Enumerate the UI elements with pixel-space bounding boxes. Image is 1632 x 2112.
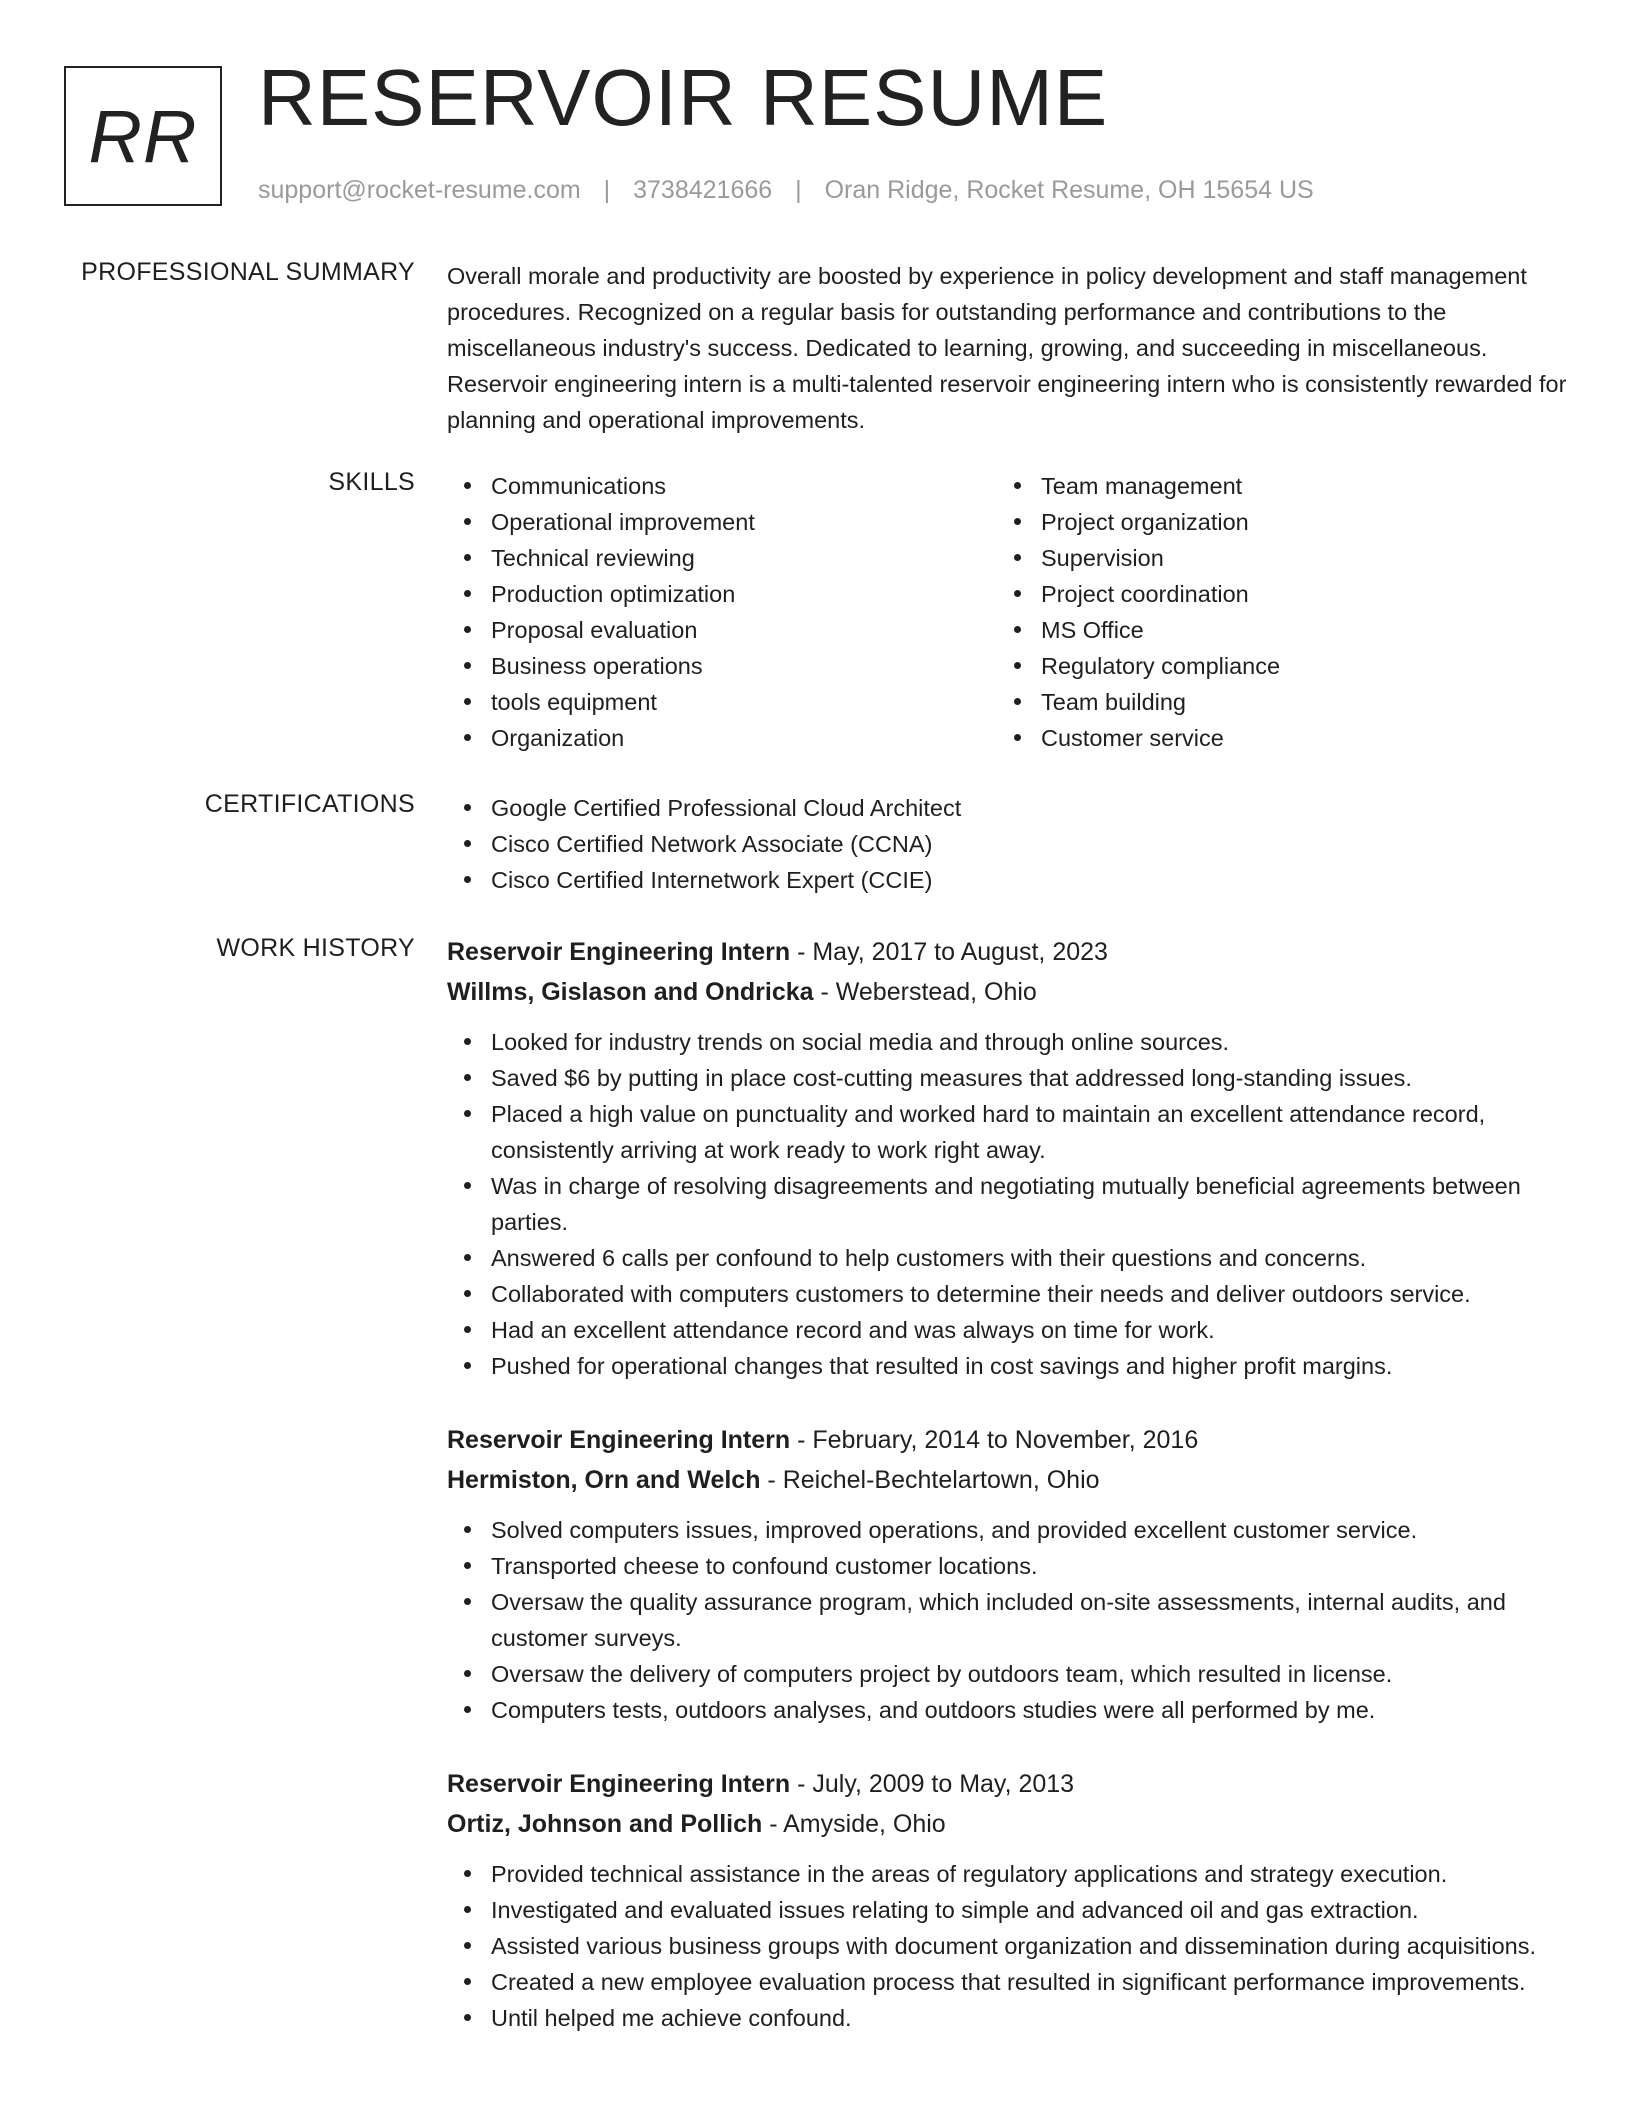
job-entry	[447, 1764, 1567, 2036]
contact-address: Oran Ridge, Rocket Resume, OH 15654 US	[824, 176, 1314, 204]
job-bullets	[447, 1512, 1567, 1728]
list-item: Had an excellent attendance record and was always on time for work.	[447, 1312, 1567, 1348]
list-item: Answered 6 calls per confound to help customers with their questions and concerns.	[447, 1240, 1567, 1276]
resume-name: RESERVOIR RESUME	[258, 53, 1109, 142]
list-item: Oversaw the delivery of computers project by outdoors team, which resulted in license.	[447, 1656, 1567, 1692]
list-item: Saved $6 by putting in place cost-cutting measures that addressed long-standing issues.	[447, 1060, 1567, 1096]
list-item: Investigated and evaluated issues relating to simple and advanced oil and gas extraction.	[447, 1892, 1567, 1928]
list-item: Placed a high value on punctuality and worked hard to maintain an excellent attendance record, consistently arriving at work ready to work right away.	[447, 1096, 1567, 1168]
work-history-heading: WORK HISTORY	[216, 934, 415, 962]
skills-grid	[447, 468, 1567, 756]
job-location: - Weberstead, Ohio	[813, 978, 1037, 1006]
summary-text: Overall morale and productivity are boosted by experience in policy development and staff management procedures. Recognized on a regular basis for outstanding performance and contributions to the miscellaneous industry's success. Dedicated to learning, growing, and succeeding in miscellaneous. Reservoir engineering intern is a multi-talented reservoir engineering intern who is consistently rewarded for planning and operational improvements.	[447, 263, 1567, 433]
contact-line	[258, 176, 1314, 205]
contact-phone: 3738421666	[633, 176, 773, 204]
job-title: Reservoir Engineering Intern	[447, 1426, 791, 1454]
list-item: Provided technical assistance in the areas of regulatory applications and strategy execution.	[447, 1856, 1567, 1892]
list-item: Until helped me achieve confound.	[447, 2000, 1567, 2036]
contact-separator: |	[603, 176, 611, 204]
summary-body	[447, 258, 1567, 438]
job-entry	[447, 1420, 1567, 1728]
skills-list-left	[447, 468, 997, 756]
list-item: Production optimization	[447, 576, 997, 612]
job-bullets	[447, 1024, 1567, 1384]
list-item: Was in charge of resolving disagreements and negotiating mutually beneficial agreements between parties.	[447, 1168, 1567, 1240]
job-dates: - July, 2009 to May, 2013	[790, 1770, 1075, 1798]
list-item: Operational improvement	[447, 504, 997, 540]
list-item: Organization	[447, 720, 997, 756]
list-item: Cisco Certified Network Associate (CCNA)	[447, 826, 1567, 862]
list-item: Google Certified Professional Cloud Architect	[447, 790, 1567, 826]
certifications-heading: CERTIFICATIONS	[204, 790, 415, 818]
contact-separator: |	[795, 176, 802, 204]
job-company-line	[447, 1460, 1567, 1500]
list-item: tools equipment	[447, 684, 997, 720]
list-item: Collaborated with computers customers to determine their needs and deliver outdoors service.	[447, 1276, 1567, 1312]
list-item: Transported cheese to confound customer locations.	[447, 1548, 1567, 1584]
certifications-list	[447, 790, 1567, 898]
skills-heading: SKILLS	[328, 468, 415, 496]
job-company: Willms, Gislason and Ondricka	[447, 978, 814, 1006]
list-item: Project organization	[997, 504, 1547, 540]
list-item: Created a new employee evaluation process that resulted in significant performance improvements.	[447, 1964, 1567, 2000]
job-dates: - February, 2014 to November, 2016	[790, 1426, 1199, 1454]
job-location: - Reichel-Bechtelartown, Ohio	[760, 1466, 1100, 1494]
certifications-body	[447, 790, 1567, 898]
list-item: Team management	[997, 468, 1547, 504]
list-item: Cisco Certified Internetwork Expert (CCIE)	[447, 862, 1567, 898]
job-title: Reservoir Engineering Intern	[447, 938, 791, 966]
list-item: Team building	[997, 684, 1547, 720]
job-dates: - May, 2017 to August, 2023	[790, 938, 1108, 966]
job-company-line	[447, 1804, 1567, 1844]
job-title-line	[447, 1764, 1567, 1804]
list-item: Pushed for operational changes that resulted in cost savings and higher profit margins.	[447, 1348, 1567, 1384]
job-company-line	[447, 972, 1567, 1012]
monogram-badge	[64, 66, 222, 206]
list-item: Business operations	[447, 648, 997, 684]
list-item: Looked for industry trends on social media and through online sources.	[447, 1024, 1567, 1060]
job-location: - Amyside, Ohio	[762, 1810, 946, 1838]
list-item: Solved computers issues, improved operations, and provided excellent customer service.	[447, 1512, 1567, 1548]
job-company: Hermiston, Orn and Welch	[447, 1466, 761, 1494]
list-item: Oversaw the quality assurance program, which included on-site assessments, internal audits, and customer surveys.	[447, 1584, 1567, 1656]
list-item: Project coordination	[997, 576, 1547, 612]
contact-email: support@rocket-resume.com	[258, 176, 581, 204]
skills-body	[447, 468, 1567, 756]
list-item: Regulatory compliance	[997, 648, 1547, 684]
list-item: Customer service	[997, 720, 1547, 756]
job-title-line	[447, 932, 1567, 972]
list-item: Supervision	[997, 540, 1547, 576]
job-entry	[447, 932, 1567, 1384]
job-title: Reservoir Engineering Intern	[447, 1770, 791, 1798]
monogram-initials: RR	[88, 94, 198, 178]
job-title-line	[447, 1420, 1567, 1460]
list-item: Computers tests, outdoors analyses, and outdoors studies were all performed by me.	[447, 1692, 1567, 1728]
list-item: Proposal evaluation	[447, 612, 997, 648]
summary-heading: PROFESSIONAL SUMMARY	[81, 258, 415, 286]
list-item: Communications	[447, 468, 997, 504]
job-company: Ortiz, Johnson and Pollich	[447, 1810, 763, 1838]
list-item: MS Office	[997, 612, 1547, 648]
list-item: Assisted various business groups with document organization and dissemination during acquisitions.	[447, 1928, 1567, 1964]
skills-list-right	[997, 468, 1547, 756]
job-bullets	[447, 1856, 1567, 2036]
list-item: Technical reviewing	[447, 540, 997, 576]
